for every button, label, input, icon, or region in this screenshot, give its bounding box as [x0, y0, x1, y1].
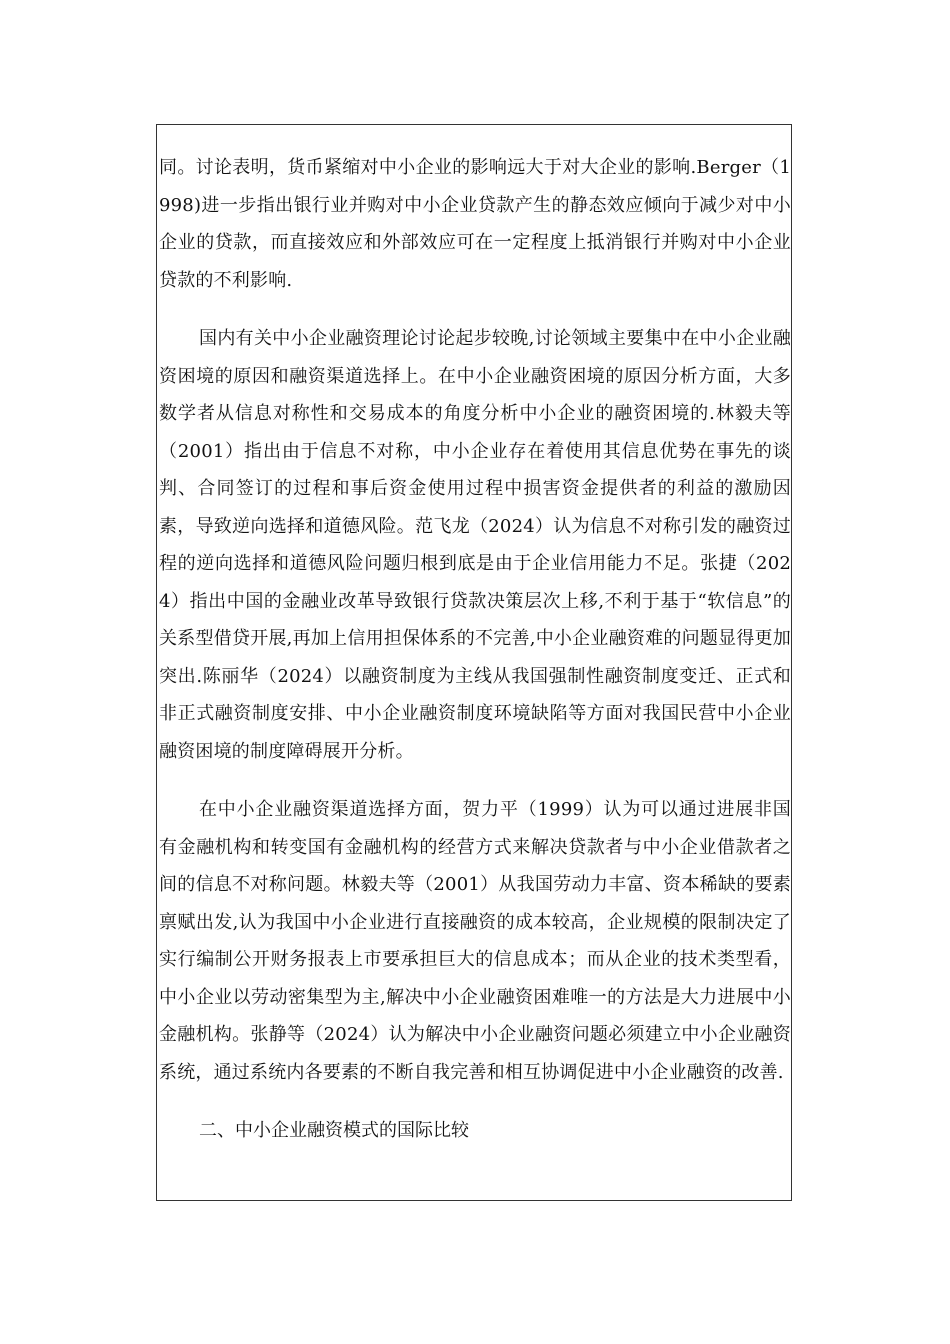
paragraph-financing-channels: 在中小企业融资渠道选择方面，贺力平（1999）认为可以通过进展非国有金融机构和转变国有金融机构的经营方式来解决贷款者与中小企业借款者之间的信息不对称问题。林毅夫等（2001）从我国劳动力丰富、资本稀缺的要素禀赋出发,认为我国中小企业进行直接融资的成本较高，企业规模的限制决定了实行编制公开财务报表上市要承担巨大的信息成本；而从企业的技术类型看，中小企业以劳动密集型为主,解决中小企业融资困难唯一的方法是大力进展中小金融机构。张静等（2024）认为解决中小企业融资问题必须建立中小企业融资系统，通过系统内各要素的不断自我完善和相互协调促进中小企业融资的改善. — [159, 799, 791, 1083]
section-heading: 二、中小企业融资模式的国际比较 — [199, 1120, 469, 1141]
text-frame — [156, 124, 792, 1201]
paragraph-domestic-theory: 国内有关中小企业融资理论讨论起步较晚,讨论领域主要集中在中小企业融资困境的原因和融资渠道选择上。在中小企业融资困境的原因分析方面，大多数学者从信息对称性和交易成本的角度分析中小企业的融资困境的.林毅夫等（2001）指出由于信息不对称，中小企业存在着使用其信息优势在事先的谈判、合同签订的过程和事后资金使用过程中损害资金提供者的利益的激励因素，导致逆向选择和道德风险。范飞龙（2024）认为信息不对称引发的融资过程的逆向选择和道德风险问题归根到底是由于企业信用能力不足。张捷（2024）指出中国的金融业改革导致银行贷款决策层次上移,不利于基于“软信息”的关系型借贷开展,再加上信用担保体系的不完善,中小企业融资难的问题显得更加突出.陈丽华（2024）以融资制度为主线从我国强制性融资制度变迁、正式和非正式融资制度安排、中小企业融资制度环境缺陷等方面对我国民营中小企业融资困境的制度障碍展开分析。 — [159, 328, 791, 762]
document-body — [159, 149, 791, 1150]
paragraph-continuation: 同。讨论表明，货币紧缩对中小企业的影响远大于对大企业的影响.Berger（1998)进一步指出银行业并购对中小企业贷款产生的静态效应倾向于减少对中小企业的贷款，而直接效应和外部效应可在一定程度上抵消银行并购对中小企业贷款的不利影响. — [159, 157, 791, 291]
